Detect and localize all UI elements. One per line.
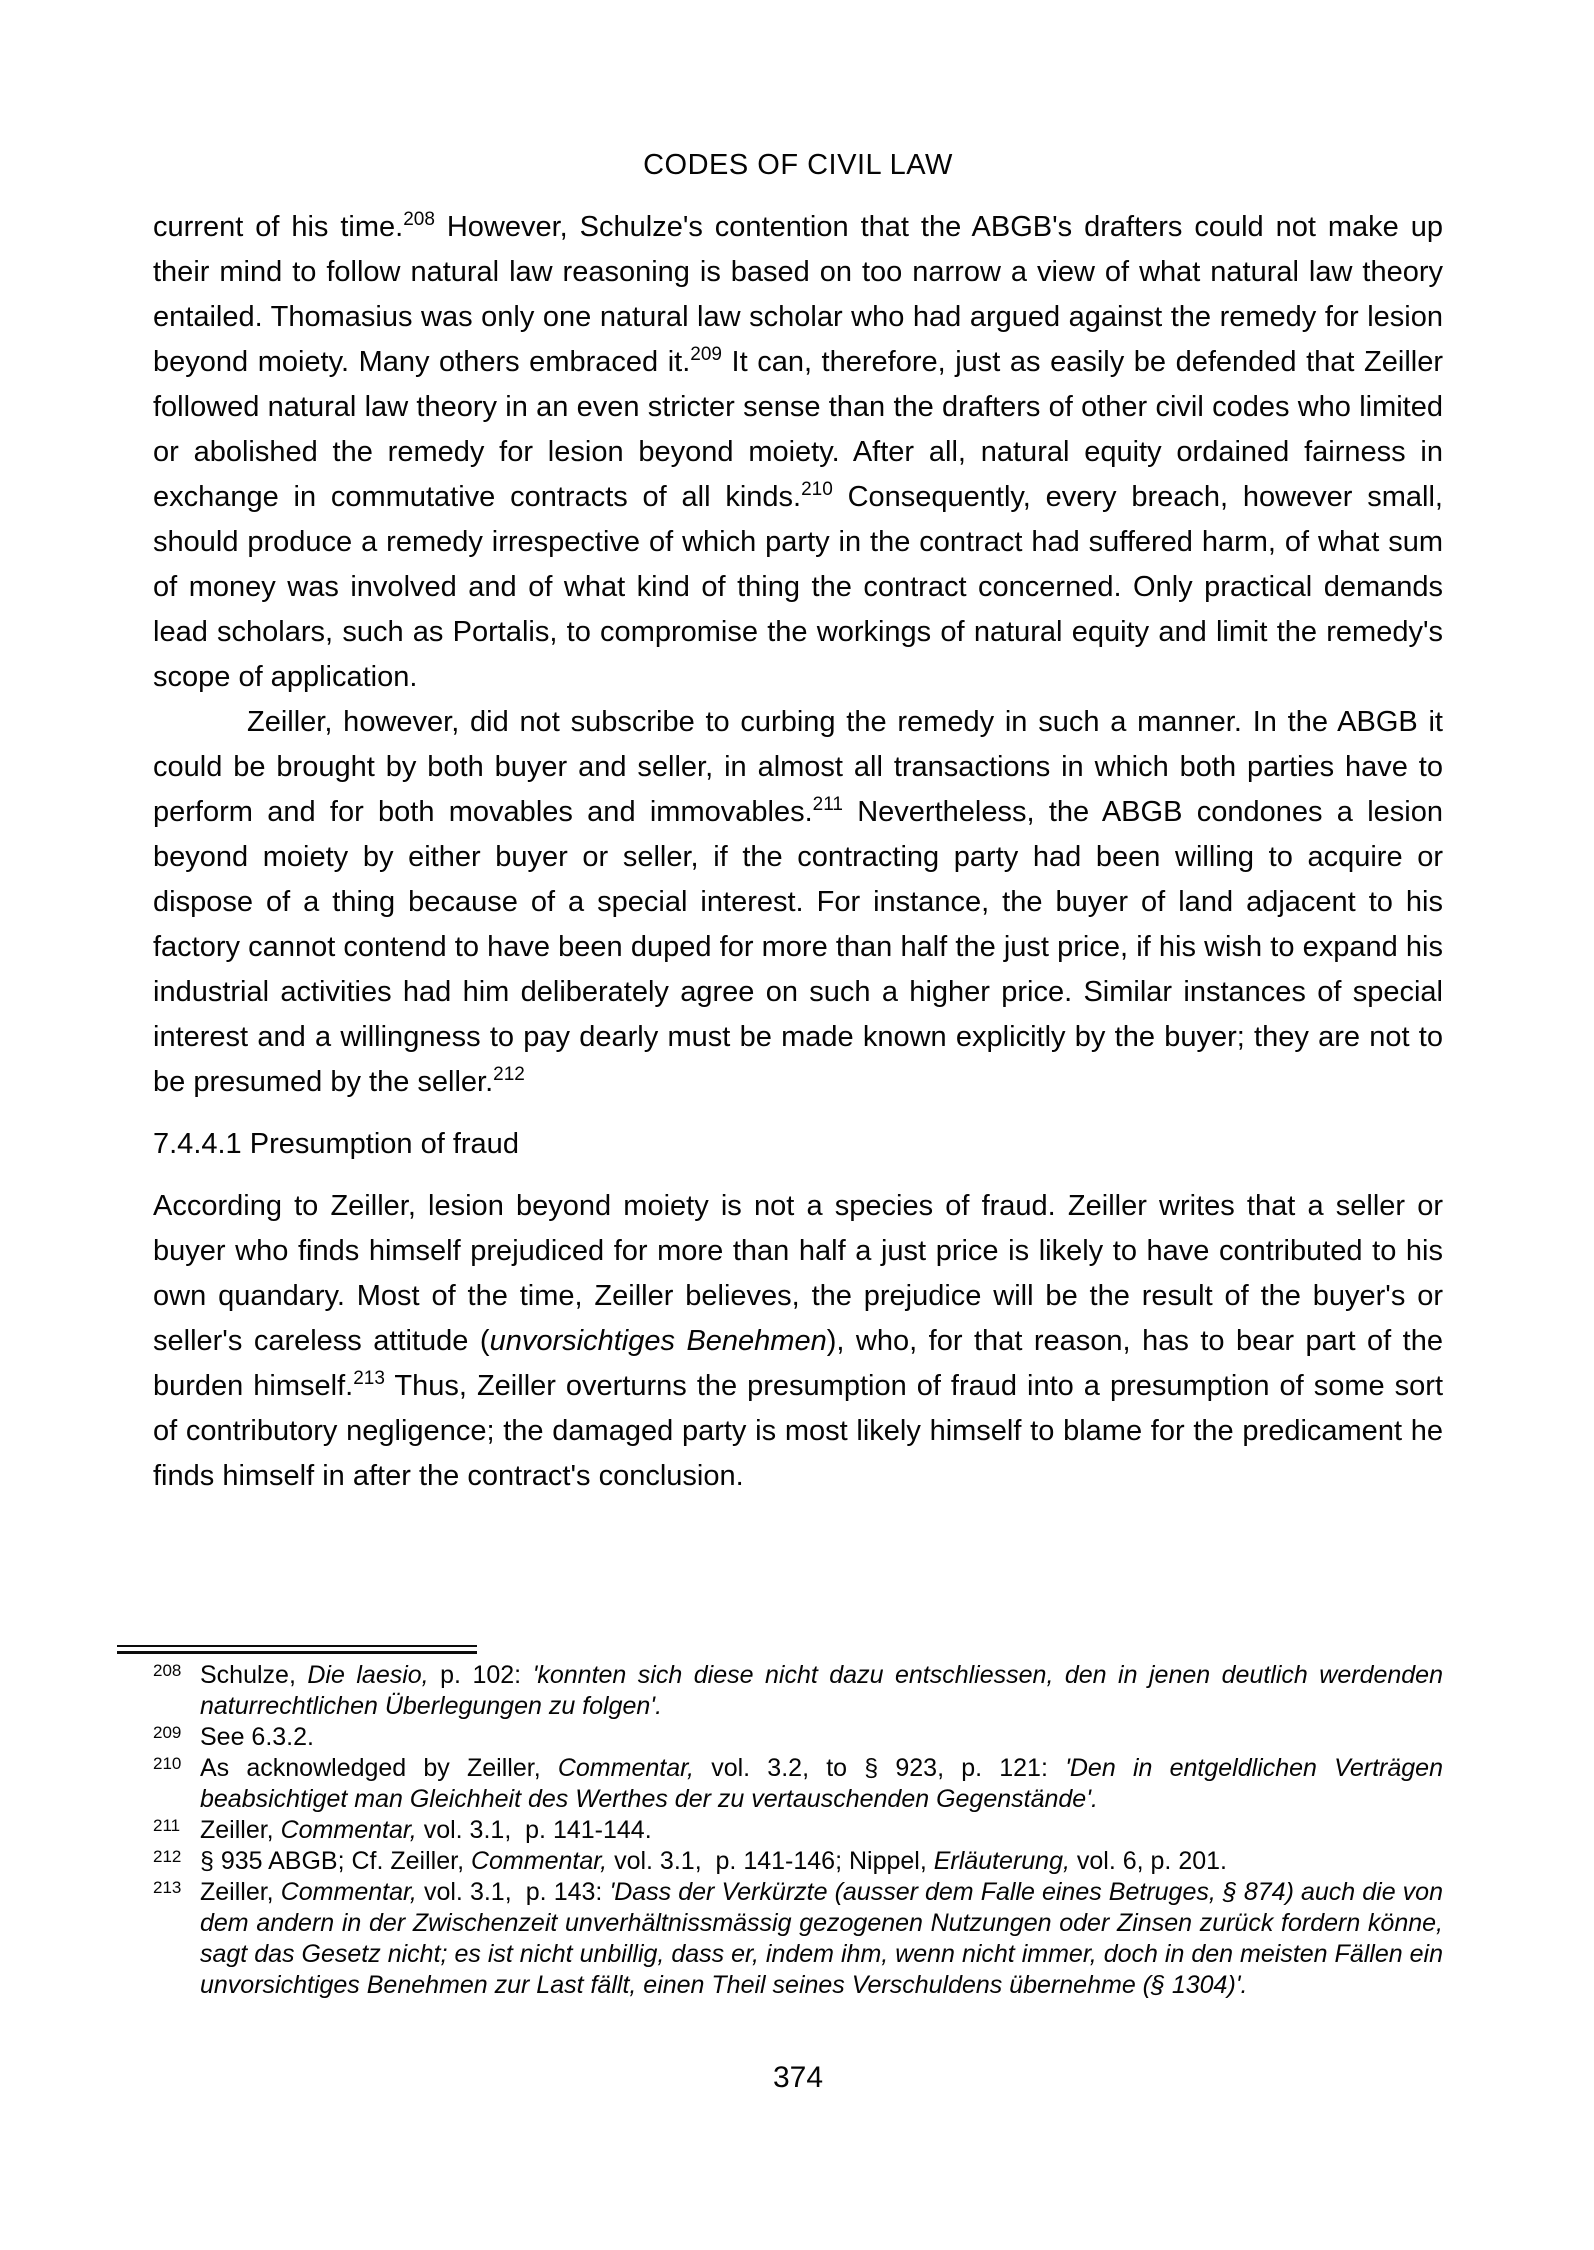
footnote	[153, 1722, 1443, 1753]
footnote-number: 210	[153, 1754, 182, 1773]
footnote-ref: 212	[493, 1064, 525, 1085]
text-segment: unvorsichtiges Benehmen	[489, 1325, 827, 1357]
text-segment: p. 102:	[428, 1661, 533, 1689]
section-heading: 7.4.4.1 Presumption of fraud	[153, 1128, 519, 1160]
text-segment: Schulze,	[200, 1661, 308, 1689]
footnotes	[153, 1645, 1443, 2001]
text-segment: Commentar,	[280, 1816, 417, 1844]
page-number: 374	[772, 2061, 824, 2094]
text-segment: § 935 ABGB; Cf. Zeiller,	[200, 1847, 471, 1875]
footnote	[153, 1660, 1443, 1722]
text-segment: Zeiller,	[200, 1878, 281, 1906]
text-segment: vol. 3.1, p. 143:	[416, 1878, 610, 1906]
text-segment: Erläuterung,	[933, 1847, 1070, 1875]
body-text	[153, 205, 1443, 1499]
text-segment: Commentar,	[557, 1754, 695, 1782]
footnote	[153, 1753, 1443, 1815]
footnote-separator	[117, 1645, 477, 1654]
footnote-ref: 209	[690, 344, 722, 365]
footnote-ref: 210	[801, 479, 833, 500]
footnote	[153, 1877, 1443, 2001]
footnote-number: 212	[153, 1847, 182, 1866]
text-segment: vol. 3.2, to § 923, p. 121:	[694, 1754, 1066, 1782]
text-segment: current of his time.	[153, 211, 404, 243]
text-segment: It can, therefore, just as easily be defended that Zeiller followed natural law theory in an even stricter sense than the drafters of other civil codes who limited or abolished the remedy for lesion beyond moiety. After all, natural equity ordained fairness in exchange in commutative contracts of all kinds.	[153, 346, 1443, 513]
footnote	[153, 1846, 1443, 1877]
paragraph	[153, 205, 1443, 700]
footnote-ref: 208	[403, 209, 435, 230]
text-segment: Thus, Zeiller overturns the presumption of fraud into a presumption of some sort of contributory negligence; the damaged party is most likely himself to blame for the predicament he finds himself in after the contract's conclusion.	[153, 1370, 1443, 1492]
text-segment: However, Schulze's contention that the ABGB's drafters could not make up their mind to follow natural law reasoning is based on too narrow a view of what natural law theory entailed. Thomasius was only one natural law scholar who had argued against the remedy for lesion beyond moiety. Many others embraced it.	[153, 211, 1443, 378]
text-segment: vol. 3.1, p. 141-146; Nippel,	[607, 1847, 934, 1875]
text-segment: vol. 3.1, p. 141-144.	[416, 1816, 652, 1844]
text-segment: Consequently, every breach, however small, should produce a remedy irrespective of which party in the contract had suffered harm, of what sum of money was involved and of what kind of thing the contract concerned. Only practical demands lead scholars, such as Portalis, to compromise the workings of natural equity and limit the remedy's scope of application.	[153, 481, 1443, 693]
footnote-ref: 213	[353, 1368, 385, 1389]
text-segment: Zeiller, however, did not subscribe to curbing the remedy in such a manner. In the ABGB it could be brought by both buyer and seller, in almost all transactions in which both parties have to perform and for both movables and immovables.	[153, 706, 1443, 828]
text-segment: See 6.3.2.	[200, 1723, 314, 1751]
footnote-number: 209	[153, 1723, 182, 1742]
footnote-number: 213	[153, 1878, 182, 1897]
text-segment: As acknowledged by Zeiller,	[200, 1754, 558, 1782]
running-header: CODES OF CIVIL LAW	[643, 149, 953, 181]
text-segment: 'konnten sich diese nicht dazu entschliessen, den in jenen deutlich werdenden naturrechtlichen Überlegungen zu folgen'.	[200, 1661, 1443, 1720]
text-segment: Commentar,	[280, 1878, 417, 1906]
text-segment: 'Dass der Verkürzte (ausser dem Falle eines Betruges, § 874) auch die von dem andern in der Zwischenzeit unverhältnissmässig gezogenen Nutzungen oder Zinsen zurück fordern könne, sagt das Gesetz nicht; es ist nicht unbillig, dass er, indem ihm, wenn nicht immer, doch in den meisten Fällen ein unvorsichtiges Benehmen zur Last fällt, einen Theil seines Verschuldens übernehme (§ 1304)'.	[200, 1878, 1443, 1999]
footnote-ref: 211	[812, 794, 843, 815]
footnote-number: 208	[153, 1661, 182, 1680]
text-segment: Nevertheless, the ABGB condones a lesion beyond moiety by either buyer or seller, if the contracting party had been willing to acquire or dispose of a thing because of a special interest. For instance, the buyer of land adjacent to his factory cannot contend to have been duped for more than half the just price, if his wish to expand his industrial activities had him deliberately agree on such a higher price. Similar instances of special interest and a willingness to pay dearly must be made known explicitly by the buyer; they are not to be presumed by the seller.	[153, 796, 1443, 1098]
footnote-number: 211	[153, 1816, 181, 1835]
text-segment: According to Zeiller, lesion beyond moiety is not a species of fraud. Zeiller writes that a seller or buyer who finds himself prejudiced for more than half a just price is likely to have contributed to his own quandary. Most of the time, Zeiller believes, the prejudice will be the result of the buyer's or seller's careless attitude (	[153, 1190, 1443, 1357]
footnote-list	[153, 1660, 1443, 2001]
text-segment: Zeiller,	[200, 1816, 281, 1844]
text-segment: ), who, for that reason, has to bear part of the burden himself.	[153, 1325, 1443, 1402]
footnote	[153, 1815, 1443, 1846]
text-segment: vol. 6, p. 201.	[1069, 1847, 1227, 1875]
paragraph	[153, 700, 1443, 1105]
text-segment: Die laesio,	[307, 1661, 429, 1689]
paragraph	[153, 1184, 1443, 1499]
text-segment: 'Den in entgeldlichen Verträgen beabsichtiget man Gleichheit des Werthes der zu vertauschenden Gegenstände'.	[200, 1754, 1443, 1813]
text-segment: Commentar,	[470, 1847, 608, 1875]
